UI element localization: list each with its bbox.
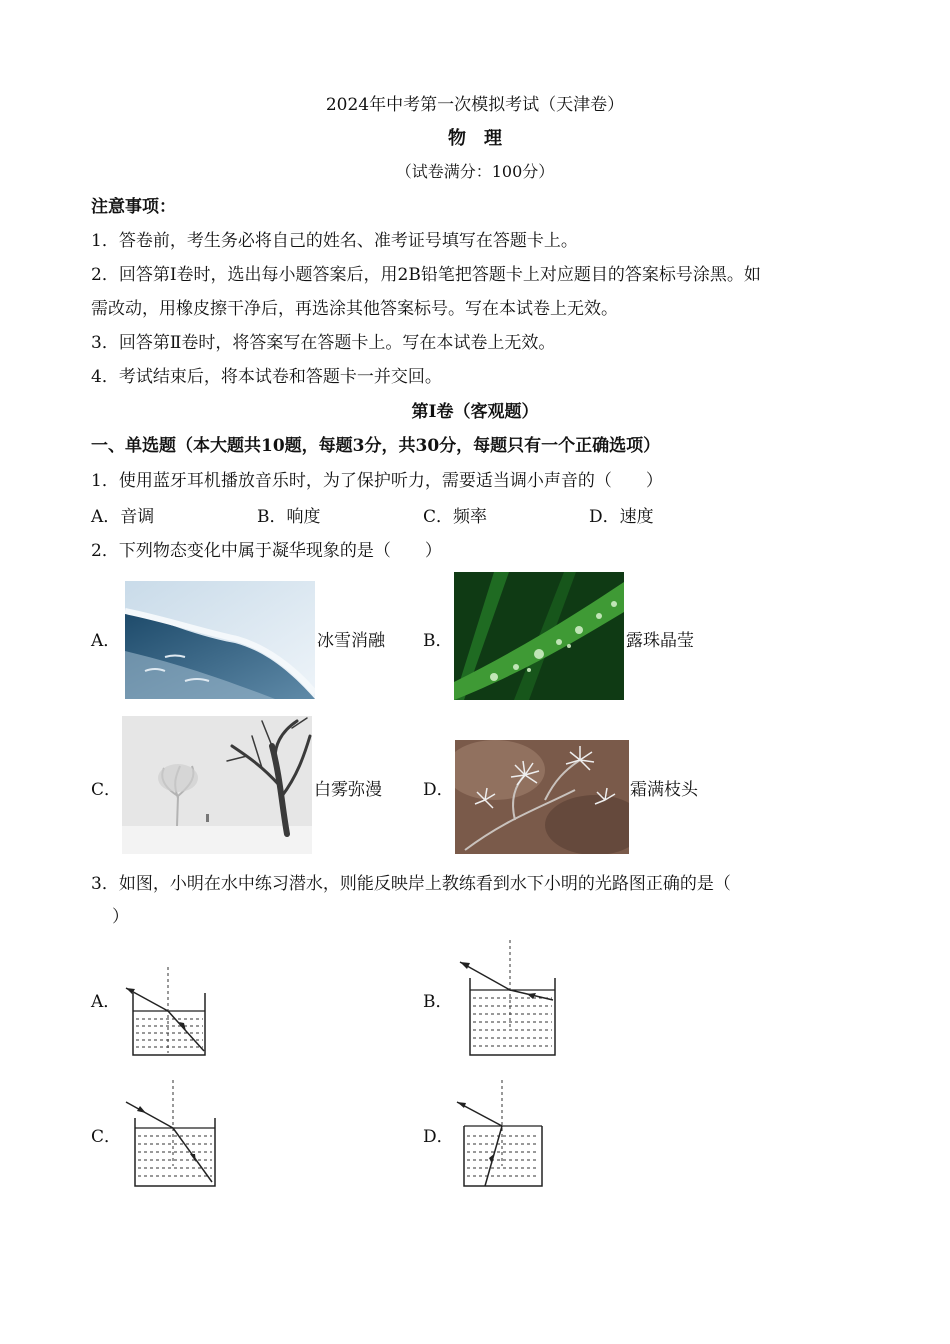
- q3-option-b-diagram: [455, 938, 560, 1058]
- notice-item-3: 3．回答第Ⅱ卷时，将答案写在答题卡上。写在本试卷上无效。: [91, 333, 556, 353]
- subject-title: 物理: [448, 128, 520, 149]
- volume-title: 第Ⅰ卷（客观题）: [411, 402, 539, 422]
- q2-option-a-letter: A．: [91, 631, 121, 651]
- notice-item-4: 4．考试结束后，将本试卷和答题卡一并交回。: [91, 367, 442, 387]
- notice-item-2: 2．回答第Ⅰ卷时，选出每小题答案后，用2B铅笔把答题卡上对应题目的答案标号涂黑。如: [91, 265, 761, 285]
- ice-melting-photo: [125, 581, 315, 699]
- q1-option-a: A．音调: [91, 507, 155, 527]
- q2-option-c-letter: C．: [91, 780, 122, 800]
- fog-photo: [122, 716, 312, 854]
- q3-option-c-letter: C．: [91, 1127, 122, 1147]
- q3-stem-cont: ）: [112, 907, 129, 927]
- q2-option-d-letter: D．: [423, 780, 454, 800]
- q2-option-a-caption: 冰雪消融: [317, 631, 385, 651]
- exam-title: 2024年中考第一次模拟考试（天津卷）: [325, 95, 625, 115]
- q3-option-d-letter: D．: [423, 1127, 454, 1147]
- q3-option-c-diagram: [120, 1078, 220, 1190]
- q2-option-b-letter: B．: [423, 631, 453, 651]
- q3-stem: 3．如图，小明在水中练习潜水，则能反映岸上教练看到水下小明的光路图正确的是（: [91, 874, 731, 894]
- notice-heading: 注意事项：: [91, 197, 176, 217]
- frost-photo: [455, 740, 629, 854]
- q1-option-d: D．速度: [589, 507, 654, 527]
- q3-option-a-letter: A．: [91, 992, 121, 1012]
- notice-item-2-cont: 需改动，用橡皮擦干净后，再选涂其他答案标号。写在本试卷上无效。: [91, 299, 618, 319]
- q1-option-c: C．频率: [423, 507, 488, 527]
- dew-drops-photo: [454, 572, 624, 700]
- notice-item-1: 1．答卷前，考生务必将自己的姓名、准考证号填写在答题卡上。: [91, 231, 578, 251]
- q2-option-b-caption: 露珠晶莹: [626, 631, 694, 651]
- q1-stem: 1．使用蓝牙耳机播放音乐时，为了保护听力，需要适当调小声音的（ ）: [91, 471, 663, 491]
- q3-option-b-letter: B．: [423, 992, 453, 1012]
- q2-stem: 2．下列物态变化中属于凝华现象的是（ ）: [91, 541, 442, 561]
- section-title: 一、单选题（本大题共10题，每题3分，共30分，每题只有一个正确选项）: [91, 436, 661, 456]
- q3-option-d-diagram: [452, 1078, 547, 1190]
- q3-option-a-diagram: [118, 965, 213, 1057]
- q1-option-b: B．响度: [257, 507, 321, 527]
- q2-option-d-caption: 霜满枝头: [630, 780, 698, 800]
- full-score: （试卷满分：100分）: [395, 162, 555, 181]
- q2-option-c-caption: 白雾弥漫: [314, 780, 382, 800]
